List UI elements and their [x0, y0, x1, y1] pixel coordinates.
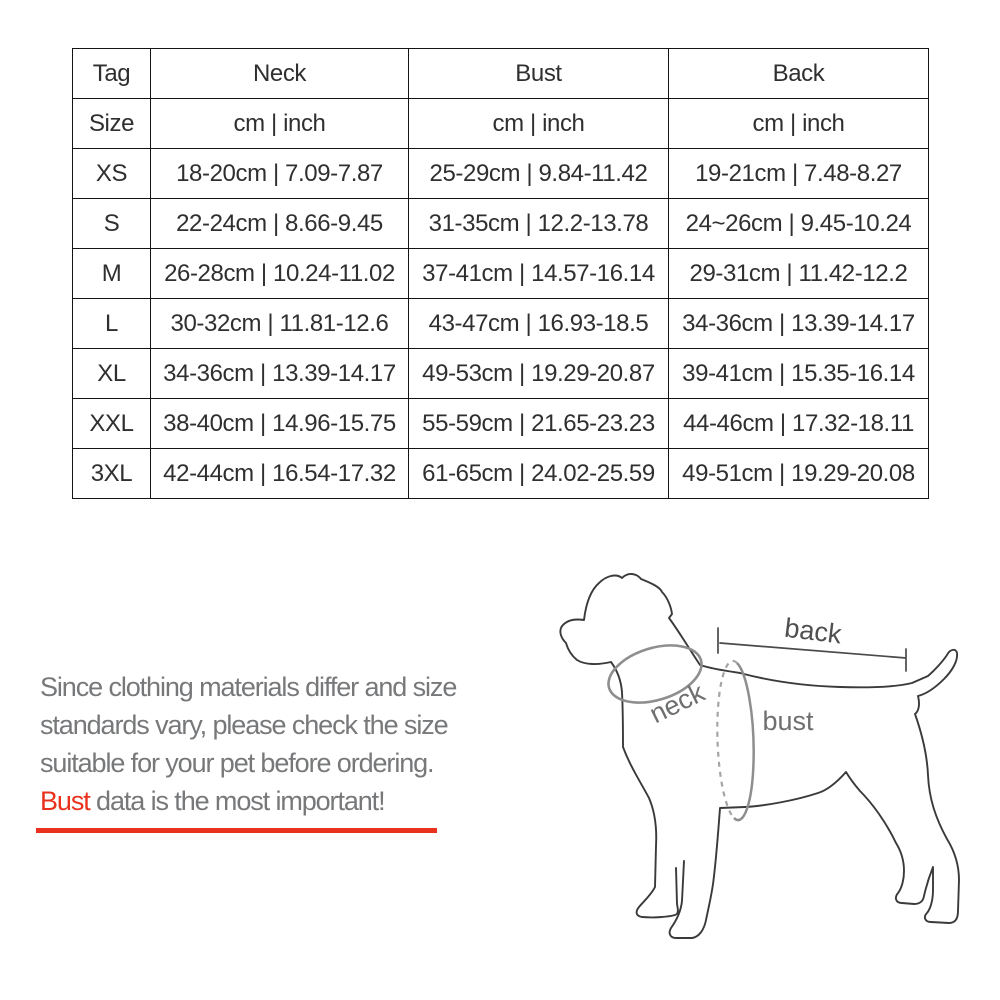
neck-cell: 42-44cm | 16.54-17.32 [151, 449, 409, 499]
bust-cell: 25-29cm | 9.84-11.42 [409, 149, 669, 199]
bust-cell: 55-59cm | 21.65-23.23 [409, 399, 669, 449]
note-line-3: suitable for your pet before ordering. [40, 748, 434, 778]
bust-cell: 31-35cm | 12.2-13.78 [409, 199, 669, 249]
neck-cell: 18-20cm | 7.09-7.87 [151, 149, 409, 199]
bust-cell: 49-53cm | 19.29-20.87 [409, 349, 669, 399]
note-highlight-bust: Bust [40, 786, 90, 816]
neck-label: neck [644, 677, 710, 730]
back-cell: 19-21cm | 7.48-8.27 [669, 149, 929, 199]
bust-cell: 43-47cm | 16.93-18.5 [409, 299, 669, 349]
bust-label: bust [762, 706, 814, 736]
bust-cell: 37-41cm | 14.57-16.14 [409, 249, 669, 299]
back-cell: 44-46cm | 17.32-18.11 [669, 399, 929, 449]
bust-circumference-ellipse-dashed [717, 661, 737, 818]
size-header: Size [73, 99, 151, 149]
back-cell: 49-51cm | 19.29-20.08 [669, 449, 929, 499]
dog-outline-illustration [560, 574, 959, 938]
note-line-2: standards vary, please check the size [40, 710, 448, 740]
tag-cell: XXL [73, 399, 151, 449]
tag-cell: L [73, 299, 151, 349]
tag-cell: S [73, 199, 151, 249]
tag-cell: XL [73, 349, 151, 399]
neck-cell: 34-36cm | 13.39-14.17 [151, 349, 409, 399]
neck-units-cell: cm | inch [151, 99, 409, 149]
tag-header: Tag [73, 49, 151, 99]
back-units-cell: cm | inch [669, 99, 929, 149]
tag-cell: XS [73, 149, 151, 199]
neck-cell: 38-40cm | 14.96-15.75 [151, 399, 409, 449]
bust-circumference-ellipse-solid [734, 663, 754, 820]
bust-cell: 61-65cm | 24.02-25.59 [409, 449, 669, 499]
back-cell: 34-36cm | 13.39-14.17 [669, 299, 929, 349]
back-cell: 24~26cm | 9.45-10.24 [669, 199, 929, 249]
back-label: back [782, 612, 844, 650]
neck-header: Neck [151, 49, 409, 99]
back-cell: 29-31cm | 11.42-12.2 [669, 249, 929, 299]
bust-units-cell: cm | inch [409, 99, 669, 149]
neck-cell: 26-28cm | 10.24-11.02 [151, 249, 409, 299]
neck-cell: 22-24cm | 8.66-9.45 [151, 199, 409, 249]
back-header: Back [669, 49, 929, 99]
tag-cell: M [73, 249, 151, 299]
bust-header: Bust [409, 49, 669, 99]
back-cell: 39-41cm | 15.35-16.14 [669, 349, 929, 399]
note-line-4-rest: data is the most important! [89, 786, 385, 816]
note-line-1: Since clothing materials differ and size [40, 672, 457, 702]
neck-cell: 30-32cm | 11.81-12.6 [151, 299, 409, 349]
tag-cell: 3XL [73, 449, 151, 499]
